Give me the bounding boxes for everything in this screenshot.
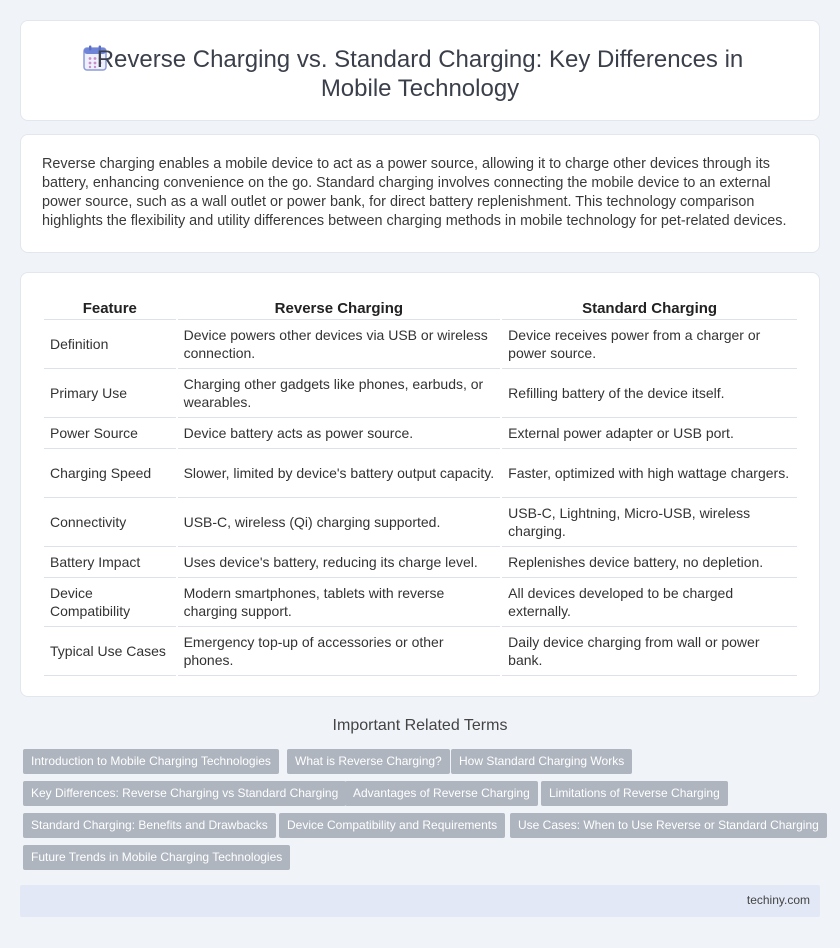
table-row bbox=[44, 498, 797, 547]
related-term-tag[interactable]: Limitations of Reverse Charging bbox=[541, 781, 728, 806]
reverse-cell: Device battery acts as power source. bbox=[178, 418, 501, 449]
table-row bbox=[44, 449, 797, 498]
reverse-cell: Charging other gadgets like phones, earbuds, or wearables. bbox=[178, 369, 501, 418]
standard-cell: Faster, optimized with high wattage chargers. bbox=[502, 449, 797, 498]
standard-cell: Replenishes device battery, no depletion. bbox=[502, 547, 797, 578]
comparison-table-card bbox=[20, 272, 820, 697]
standard-cell: External power adapter or USB port. bbox=[502, 418, 797, 449]
table-row bbox=[44, 418, 797, 449]
reverse-cell: Modern smartphones, tablets with reverse charging support. bbox=[178, 578, 501, 627]
standard-cell: Daily device charging from wall or power bank. bbox=[502, 627, 797, 676]
feature-cell: Primary Use bbox=[44, 369, 176, 418]
column-header-reverse: Reverse Charging bbox=[178, 297, 501, 320]
intro-card bbox=[20, 134, 820, 253]
table-header-row bbox=[44, 297, 797, 320]
table-row bbox=[44, 320, 797, 369]
feature-cell: Definition bbox=[44, 320, 176, 369]
feature-cell: Device Compatibility bbox=[44, 578, 176, 627]
related-term-tag[interactable]: What is Reverse Charging? bbox=[287, 749, 450, 774]
related-term-tag[interactable]: Use Cases: When to Use Reverse or Standard Charging bbox=[510, 813, 827, 838]
standard-cell: All devices developed to be charged externally. bbox=[502, 578, 797, 627]
column-header-standard: Standard Charging bbox=[502, 297, 797, 320]
reverse-cell: USB-C, wireless (Qi) charging supported. bbox=[178, 498, 501, 547]
related-term-tag[interactable]: Device Compatibility and Requirements bbox=[279, 813, 505, 838]
footer bbox=[20, 885, 820, 917]
feature-cell: Charging Speed bbox=[44, 449, 176, 498]
comparison-table bbox=[42, 297, 799, 676]
feature-cell: Power Source bbox=[44, 418, 176, 449]
related-term-tag[interactable]: Advantages of Reverse Charging bbox=[345, 781, 538, 806]
related-term-tag[interactable]: Future Trends in Mobile Charging Technologies bbox=[23, 845, 290, 870]
related-term-tag[interactable]: Standard Charging: Benefits and Drawbacks bbox=[23, 813, 276, 838]
related-term-tag[interactable]: How Standard Charging Works bbox=[451, 749, 632, 774]
standard-cell: USB-C, Lightning, Micro-USB, wireless charging. bbox=[502, 498, 797, 547]
feature-cell: Typical Use Cases bbox=[44, 627, 176, 676]
reverse-cell: Device powers other devices via USB or wireless connection. bbox=[178, 320, 501, 369]
related-term-tag[interactable]: Key Differences: Reverse Charging vs Standard Charging bbox=[23, 781, 346, 806]
related-term-tag[interactable]: Introduction to Mobile Charging Technologies bbox=[23, 749, 279, 774]
reverse-cell: Uses device's battery, reducing its charge level. bbox=[178, 547, 501, 578]
title-card bbox=[20, 20, 820, 121]
footer-site-name[interactable]: techiny.com bbox=[746, 893, 810, 907]
table-row bbox=[44, 578, 797, 627]
page-title: Reverse Charging vs. Standard Charging: Key Differences in Mobile Technology bbox=[96, 46, 744, 102]
related-terms-heading: Important Related Terms bbox=[332, 717, 508, 734]
column-header-feature: Feature bbox=[44, 297, 176, 320]
reverse-cell: Slower, limited by device's battery output capacity. bbox=[178, 449, 501, 498]
feature-cell: Battery Impact bbox=[44, 547, 176, 578]
table-row bbox=[44, 369, 797, 418]
standard-cell: Device receives power from a charger or power source. bbox=[502, 320, 797, 369]
table-row bbox=[44, 547, 797, 578]
intro-paragraph: Reverse charging enables a mobile device to act as a power source, allowing it to charge other devices through its battery, enhancing convenience on the go. Standard charging involves connecting the mobile device to an external power source, such as a wall outlet or power bank, for direct battery replenishment. This technology comparison highlights the flexibility and utility differences between charging methods in mobile technology for pet-related devices. bbox=[42, 156, 787, 229]
standard-cell: Refilling battery of the device itself. bbox=[502, 369, 797, 418]
feature-cell: Connectivity bbox=[44, 498, 176, 547]
table-row bbox=[44, 627, 797, 676]
reverse-cell: Emergency top-up of accessories or other phones. bbox=[178, 627, 501, 676]
